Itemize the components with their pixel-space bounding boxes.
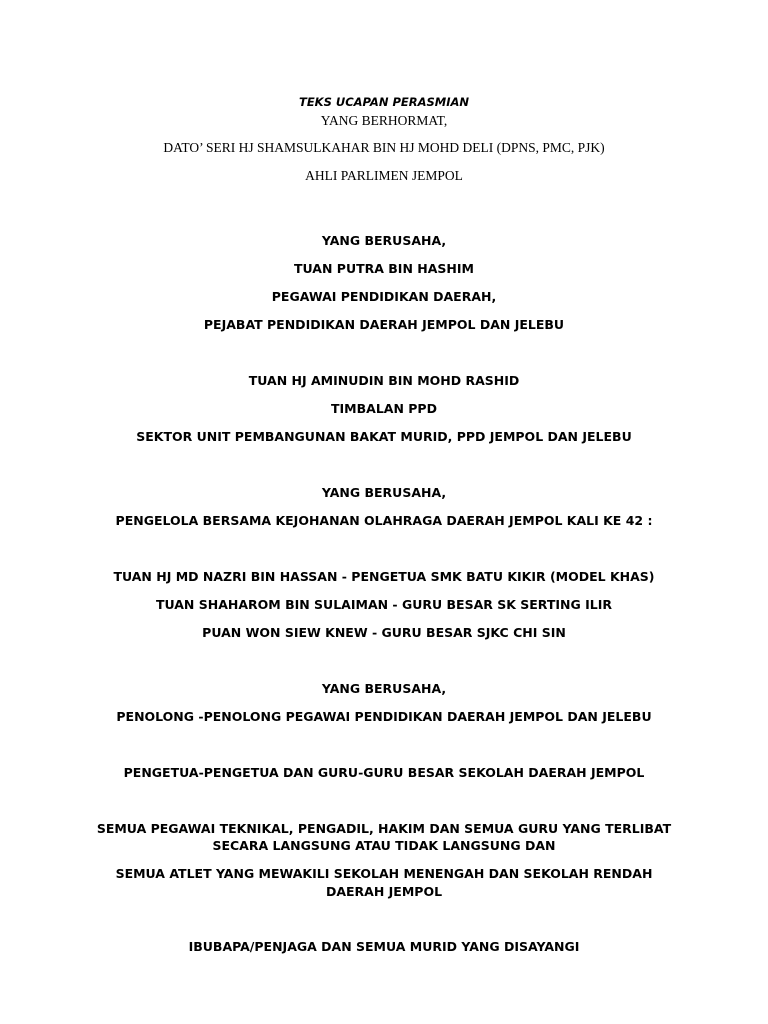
ppd-position: PEGAWAI PENDIDIKAN DAERAH, bbox=[271, 289, 497, 304]
atlet-line-1: SEMUA ATLET YANG MEWAKILI SEKOLAH MENENGAH DAN SEKOLAH RENDAH bbox=[115, 866, 653, 881]
pengetua-line: PENGETUA-PENGETUA DAN GURU-GURU BESAR SEKOLAH DAERAH JEMPOL bbox=[123, 765, 645, 780]
salutation-yang-berusaha-2: YANG BERUSAHA, bbox=[321, 485, 447, 500]
ppd-name: TUAN PUTRA BIN HASHIM bbox=[294, 261, 474, 276]
timbalan-position: TIMBALAN PPD bbox=[331, 401, 437, 416]
pengelola-member: TUAN SHAHAROM BIN SULAIMAN - GURU BESAR SK SERTING ILIR bbox=[155, 597, 613, 612]
document-title: TEKS UCAPAN PERASMIAN bbox=[298, 95, 470, 109]
ppd-office: PEJABAT PENDIDIKAN DAERAH JEMPOL DAN JELEBU bbox=[203, 317, 565, 332]
pengelola-member: PUAN WON SIEW KNEW - GURU BESAR SJKC CHI SIN bbox=[202, 625, 566, 640]
pegawai-line-1: SEMUA PEGAWAI TEKNIKAL, PENGADIL, HAKIM DAN SEMUA GURU YANG TERLIBAT bbox=[96, 821, 672, 836]
timbalan-sector: SEKTOR UNIT PEMBANGUNAN BAKAT MURID, PPD JEMPOL DAN JELEBU bbox=[136, 429, 632, 444]
pegawai-line-2: SECARA LANGSUNG ATAU TIDAK LANGSUNG DAN bbox=[212, 838, 556, 853]
salutation-yang-berhormat: YANG BERHORMAT, bbox=[320, 113, 448, 128]
guest-of-honour-name: DATO’ SERI HJ SHAMSULKAHAR BIN HJ MOHD DELI (DPNS, PMC, PJK) bbox=[163, 140, 605, 155]
timbalan-name: TUAN HJ AMINUDIN BIN MOHD RASHID bbox=[248, 373, 520, 388]
guest-of-honour-position: AHLI PARLIMEN JEMPOL bbox=[305, 168, 463, 183]
penolong-line: PENOLONG -PENOLONG PEGAWAI PENDIDIKAN DAERAH JEMPOL DAN JELEBU bbox=[116, 709, 652, 724]
atlet-line-2: DAERAH JEMPOL bbox=[325, 884, 443, 899]
pengelola-member: TUAN HJ MD NAZRI BIN HASSAN - PENGETUA SMK BATU KIKIR (MODEL KHAS) bbox=[113, 569, 655, 584]
salutation-yang-berusaha-1: YANG BERUSAHA, bbox=[321, 233, 447, 248]
ibubapa-line: IBUBAPA/PENJAGA DAN SEMUA MURID YANG DISAYANGI bbox=[188, 939, 580, 954]
pengelola-heading: PENGELOLA BERSAMA KEJOHANAN OLAHRAGA DAERAH JEMPOL KALI KE 42 : bbox=[115, 513, 653, 528]
salutation-yang-berusaha-3: YANG BERUSAHA, bbox=[321, 681, 447, 696]
